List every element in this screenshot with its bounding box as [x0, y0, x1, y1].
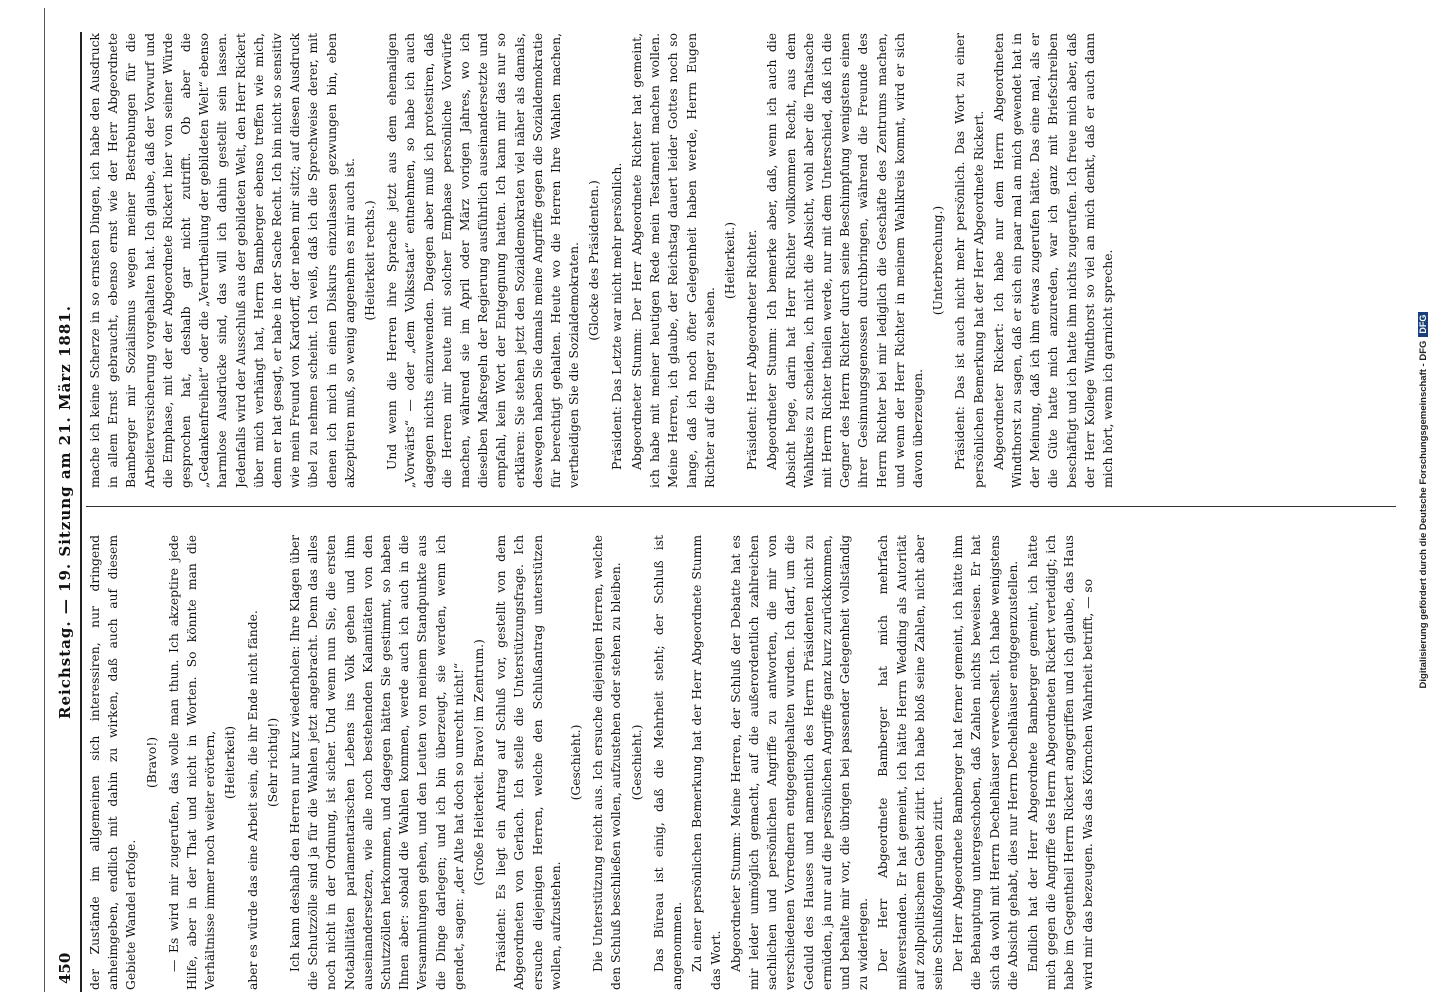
interjection: (Glocke des Präsidenten.) — [587, 180, 602, 341]
right-column — [86, 33, 1401, 488]
paragraph: — Es wird mir zugerufen, das wolle man thun. Ich akzeptire jede Hilfe, aber in der That und nicht in Worten. So könnte man die Verhältnisse immer noch weiter erörtern, — [166, 535, 218, 990]
paragraph: Präsident: Herr Abgeordneter Richter. — [745, 229, 760, 470]
digitization-note — [1418, 20, 1432, 980]
paragraph: Abgeordneter Rickert: Ich habe nur dem Herrn Abgeordneten Windthorst zu sagen, daß er sich ein paar mal an mich gewendet hat in der Meinung, daß ich ihm etwas zugerufen hätte. Das eine mal, als er die Güte hatte mich anzureden, war ich ganz mit Briefschreiben beschäftigt und ich hatte ihm nichts zugerufen. Ich freue mich aber, daß der Herr Kollege Windthorst so viel an mich denkt, daß er auch dann mich hört, wenn ich garnicht spreche. — [991, 33, 1115, 488]
interjection: (Geschieht.) — [629, 724, 644, 801]
left-column — [86, 535, 1401, 990]
paragraph: Der Herr Abgeordnete Bamberger hat ferner gemeint, ich hätte ihm die Behauptung untergeschoben, daß Zahlen nichts beweisen. Er hat sich da wohl mit Herrn Dechelhäuser verwechselt. Ich habe wenigstens die Absicht gehabt, dies nur Herrn Dechelhäuser entgegenzustellen. — [951, 535, 1020, 990]
paragraph: aber es würde das eine Arbeit sein, die ihr Ende nicht fände. — [245, 610, 260, 990]
rotated-page-content — [44, 8, 1424, 992]
interjection: (Bravo!) — [144, 736, 159, 789]
interjection: (Heiterkeit) — [223, 725, 238, 800]
paragraph: Der Herr Abgeordnete Bamberger hat mich mehrfach mißverstanden. Er hat gemeint, ich hätte Herrn Wedding als Autorität auf zollpolitischem Gebiet zitirt. Ich habe bloß seine Zahlen, nicht aber seine Schlußfolgerungen zitirt. — [876, 535, 945, 990]
digitization-text: Digitalisierung gefördert durch die Deutsche Forschungsgemeinschaft - DFG — [1418, 340, 1429, 689]
paragraph: Zu einer persönlichen Bemerkung hat der Herr Abgeordnete Stumm das Wort. — [690, 535, 723, 990]
paragraph: Präsident: Es liegt ein Antrag auf Schluß vor, gestellt von dem Abgeordneten von Gerlach. Ich stelle die Unterstützungsfrage. Ich ersuche diejenigen Herren, welche den Schlußantrag unterstützen wollen, aufzustehen. — [494, 535, 563, 990]
paragraph: Präsident: Das ist auch nicht mehr persönlich. Das Wort zu einer persönlichen Bemerkung hat der Herr Abgeordnete Rickert. — [953, 33, 986, 488]
interjection: (Heiterkeit.) — [722, 221, 737, 300]
paragraph: Abgeordneter Stumm: Der Herr Abgeordnete Richter hat gemeint, ich habe mit meiner heutigen Rede mein Testament machen wollen. Meine Herren, ich glaube, der Reichstag dauert leider Gottes noch so lange, daß ich noch öfter Gelegenheit haben werde, Herrn Eugen Richter auf die Finger zu sehen. — [629, 33, 717, 488]
top-rule — [44, 8, 45, 992]
column-divider — [86, 506, 1396, 507]
paragraph: mache ich keine Scherze in so ernsten Dingen, ich habe den Ausdruck in allem Ernst gebraucht, ebenso ernst wie der Herr Abgeordnete Bamberger mir Sozialismus wegen meiner Bestrebungen für die Arbeiterversicherung vorgehalten hat. Ich glaube, daß der Vorwurf und die Emphase, mit der der Abgeordnete Rickert hier von seiner Würde gesprochen hat, deshalb gar nicht zutrifft. Ob aber die „Gedankenfreiheit“ oder die „Verurtheilung der gebildeten Welt“ ebenso harmlose Ausdrücke sind, das will ich dahin gestellt sein lassen. Jedenfalls wird der Ausschluß aus der gebildeten Welt, den Herr Rickert über mich verhängt hat, Herrn Bamberger ebenso treffen wie mich, denn er hat gesagt, er habe in der Sache Recht. Ich bin nicht so sensitiv wie mein Freund von Kardorff, der neben mir sitzt; auf diesen Ausdruck übel zu nehmen scheint. Ich weiß, daß ich die Sprechweise derer, mit denen ich mich in einen Diskurs einzulassen gezwungen bin, eben akzeptiren muß, so wenig angenehm es mir auch ist. — [88, 33, 357, 488]
interjection: (Unterbrechung.) — [931, 205, 946, 316]
page-number: 450 — [56, 952, 74, 984]
paragraph: Das Büreau ist einig, daß die Mehrheit steht; der Schluß ist angenommen. — [651, 535, 685, 990]
paragraph: Endlich hat der Herr Abgeordnete Bamberger gemeint, ich hätte mich gegen die Angriffe des Herrn Abgeordneten Rickert verteidigt; ich habe im Gegentheil Herrn Rickert angegriffen und ich glaube, das Haus wird mir das bezeugen. Was das Körnchen Wahrheit betrifft, — so — [1025, 535, 1095, 990]
paragraph: Und wenn die Herren ihre Sprache jetzt aus dem ehemaligen „Vorwärts“ — oder „dem Volksstaat“ entnehmen, so habe ich auch dagegen nichts einzuwenden. Dagegen aber muß ich protestiren, daß die Herren mir heute mit solcher Emphase persönliche Vorwürfe machen, während sie im April oder März vorigen Jahres, wo ich dieselben Maßregeln der Regierung ausführlich auseinandersetzte und empfahl, kein Wort der Entgegnung hatten. Ich kann mir das nur so erklären: Sie stehen jetzt den Sozialdemokraten viel näher als damals, deswegen haben Sie damals meine Angriffe gegen die Sozialdemokratie für berechtigt gehalten. Heute wo die Herren Ihre Wahlen machen, vertheidigen Sie die Sozialdemokraten. — [385, 33, 582, 488]
interjection: (Heiterkeit rechts.) — [363, 200, 378, 321]
paragraph: Die Unterstützung reicht aus. Ich ersuche diejenigen Herren, welche den Schluß beschließen wollen, aufzustehen oder stehen zu bleiben. — [591, 535, 624, 990]
interjection: (Sehr richtig!) — [265, 717, 280, 808]
dfg-logo-badge: DFG — [1418, 312, 1428, 337]
paragraph: Ich kann deshalb den Herren nur kurz wiederholen: Ihre Klagen über die Schutzzölle sind ja für die Wahlen jetzt angebracht. Denn das alles noch nicht in der Ordnung, ist sicher. Und wenn nun Sie, die ersten Notabilitäten parlamentarischen Lebens ins Volk gehen und ihm auseinandersetzen, wie alle noch bestehenden Kalamitäten von den Schutzzöllen herkommen, und dagegen hätten Sie gestimmt, so haben Ihnen aber: sobald die Wahlen kommen, werde auch ich auch in die Versammlungen gehen, und den Leuten von meinem Standpunkte aus die Dinge darlegen; und ich bin überzeugt, sie werden, wenn ich gendet, sagen: „der Alte hat doch so unrecht nicht!“ — [288, 535, 466, 990]
paragraph: der Zustände im allgemeinen sich interessiren, nur dringend anheimgeben, endlich mit dahin zu wirken, daß auch auf diesem Gebiete Wandel erfolge. — [88, 535, 139, 990]
page-title: Reichstag. — 19. Sitzung am 21. März 1881. — [56, 305, 74, 719]
interjection: (Große Heiterkeit. Bravo! im Zentrum.) — [472, 639, 487, 886]
paragraph: Abgeordneter Stumm: Meine Herren, der Schluß der Debatte hat es mir leider unmöglich gemacht, auf die außerordentlich zahlreichen sachlichen und persönlichen Angriffe zu antworten, die mir von verschiedenen Vorrednern entgegengehalten wurden. Ich darf, um die Geduld des Hauses und namentlich des Herrn Präsidenten nicht zu ermüden, ja nur auf die persönlichen Angriffe ganz kurz zurückkommen, und behalte mir vor, die übrigen bei passender Gelegenheit vollständig zu widerlegen. — [728, 535, 871, 990]
page-header — [54, 32, 82, 992]
paragraph: Abgeordneter Stumm: Ich bemerke aber, daß, wenn ich auch die Absicht hege, darin hat Herr Richter vollkommen Recht, aus dem Wahlkreis zu scheiden, ich nicht die Absicht, wohl aber die Thatsache mit Herrn Richter theilen werde, nur mit dem Unterschied, daß ich die Gegner des Herrn Richter durch seine Beschimpfung wenigstens einen ihrer Gesinnungsgenossen durchbringen, während die Freunde des Herrn Richter bei mir lediglich die Geschäfte des Zentrums machen, und wenn der Herr Richter in meinem Wahlkreis kommt, wird er sich davon überzeugen. — [765, 33, 925, 488]
interjection: (Geschieht.) — [569, 724, 584, 801]
paragraph: Präsident: Das Letzte war nicht mehr persönlich. — [609, 162, 624, 470]
